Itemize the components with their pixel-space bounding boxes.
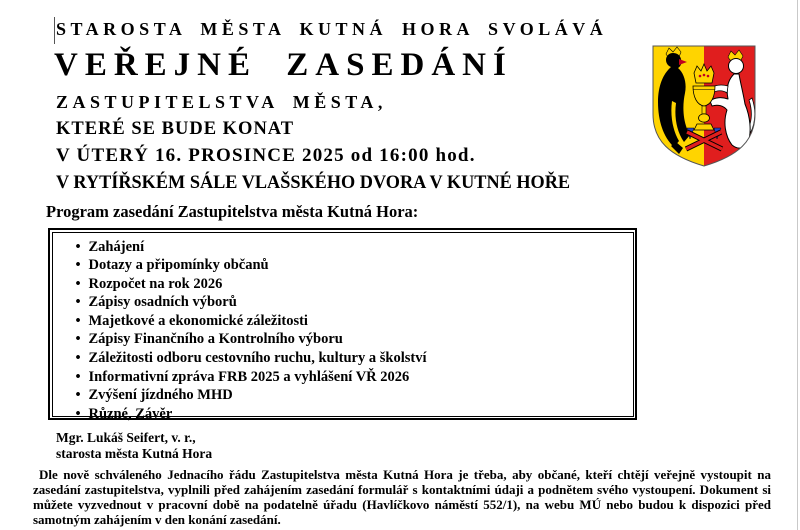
bullet-icon: • — [75, 275, 81, 292]
agenda-item-label: Rozpočet na rok 2026 — [88, 275, 223, 292]
agenda-box — [48, 228, 637, 420]
agenda-item — [76, 349, 629, 368]
agenda-item-label: Zápisy Finančního a Kontrolního výboru — [88, 331, 343, 348]
agenda-item — [76, 330, 629, 349]
bullet-icon: • — [75, 257, 81, 274]
agenda-item-label: Zvýšení jízdného MHD — [88, 387, 233, 404]
header-konat-line: KTERÉ SE BUDE KONAT — [56, 119, 295, 139]
agenda-item-label: Dotazy a připomínky občanů — [88, 257, 269, 274]
bullet-icon: • — [75, 350, 81, 367]
agenda-list — [53, 233, 633, 424]
agenda-item-label: Různé, Závěr — [88, 405, 173, 422]
bullet-icon: • — [75, 368, 81, 385]
header-venue-line: V RYTÍŘSKÉM SÁLE VLAŠSKÉHO DVORA V KUTNÉ HOŘE — [56, 172, 571, 193]
agenda-item-label: Zápisy osadních výborů — [88, 294, 237, 311]
agenda-item — [76, 368, 629, 387]
agenda-item — [76, 386, 629, 405]
signature-block — [56, 430, 212, 461]
text-cursor-artifact — [54, 17, 55, 44]
signature-role: starosta města Kutná Hora — [56, 445, 213, 461]
agenda-item — [76, 405, 629, 424]
bullet-icon: • — [75, 294, 81, 311]
program-heading: Program zasedání Zastupitelstva města Kutná Hora: — [46, 202, 419, 221]
agenda-item — [76, 312, 629, 331]
agenda-item-label: Záležitosti odboru cestovního ruchu, kultury a školství — [88, 350, 427, 367]
agenda-item-label: Informativní zpráva FRB 2025 a vyhlášení VŘ 2026 — [88, 368, 410, 385]
bullet-icon: • — [75, 238, 81, 255]
bullet-icon: • — [75, 312, 81, 329]
bullet-icon: • — [75, 331, 81, 348]
bullet-icon: • — [75, 387, 81, 404]
agenda-item — [76, 238, 629, 257]
agenda-item — [76, 275, 629, 294]
signature-name: Mgr. Lukáš Seifert, v. r., — [56, 430, 196, 445]
agenda-item — [76, 293, 629, 312]
agenda-item — [76, 256, 629, 275]
bullet-icon: • — [75, 405, 81, 422]
agenda-item-label: Zahájení — [88, 238, 145, 255]
header-subtitle: ZASTUPITELSTVA MĚSTA, — [56, 92, 387, 112]
footer-notice-paragraph: Dle nově schváleného Jednacího řádu Zastupitelstva města Kutná Hora je třeba, aby občané, kteří chtějí veřejně vystoupit na zasedání zastupitelstva, vyplnili před zahájením zasedání formulář s kontaktními údaji a podnětem svého vystoupení. Dokument si můžete vyzvednout v pracovní době na podatelně úřadu (Havlíčkovo náměstí 552/1), na webu MÚ nebo budou k dispozici před samotným zahájením v den konání zasedání. — [33, 467, 771, 527]
header-datetime-line: V ÚTERÝ 16. PROSINCE 2025 od 16:00 hod. — [56, 145, 476, 166]
agenda-box-inner-border — [52, 232, 634, 422]
document-title: VEŘEJNÉ ZASEDÁNÍ — [54, 47, 513, 83]
agenda-item-label: Majetkové a ekonomické záležitosti — [88, 312, 308, 329]
header-convener-line: STAROSTA MĚSTA KUTNÁ HORA SVOLÁVÁ — [56, 19, 608, 39]
kutna-hora-coat-of-arms-icon — [649, 44, 759, 168]
page-edge-line — [797, 0, 798, 530]
